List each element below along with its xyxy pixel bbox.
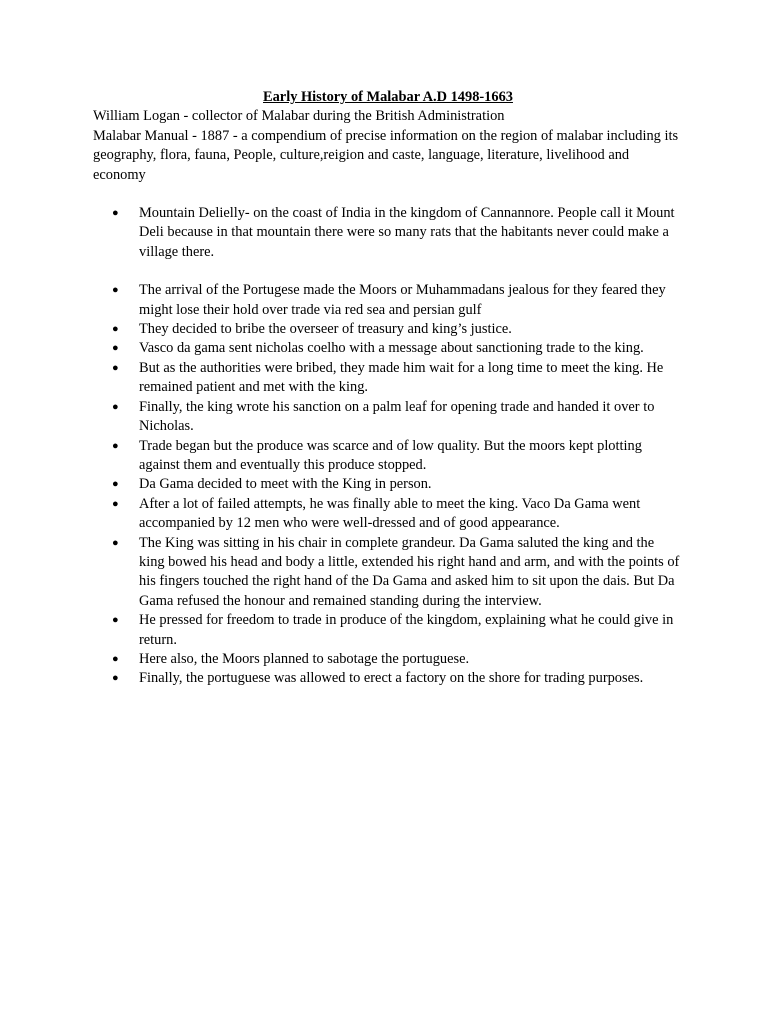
list-item-text: Here also, the Moors planned to sabotage the portuguese.	[139, 650, 470, 667]
bullet-icon: ●	[112, 652, 119, 665]
list-item	[93, 611, 683, 650]
bullet-icon: ●	[112, 342, 119, 355]
bullet-icon: ●	[112, 672, 119, 685]
list-item-text: Da Gama decided to meet with the King in person.	[139, 476, 432, 493]
list-item-text: He pressed for freedom to trade in produce of the kingdom, explaining what he could give in return.	[139, 612, 674, 648]
bullet-icon: ●	[112, 536, 119, 549]
list-item-text: Finally, the portuguese was allowed to erect a factory on the shore for trading purposes.	[139, 670, 644, 687]
list-item	[93, 475, 683, 494]
list-item	[93, 359, 683, 398]
list-item-text: They decided to bribe the overseer of treasury and king’s justice.	[139, 321, 512, 338]
list-item	[93, 339, 683, 358]
bullet-icon: ●	[112, 207, 119, 220]
document-title: Early History of Malabar A.D 1498-1663	[263, 89, 513, 105]
document-page	[93, 88, 683, 689]
bullet-icon: ●	[112, 497, 119, 510]
list-item	[93, 669, 683, 688]
list-item	[93, 650, 683, 669]
list-item-text: But as the authorities were bribed, they made him wait for a long time to meet the king. He remained patient and met with the king.	[139, 359, 664, 396]
bullet-icon: ●	[112, 439, 119, 452]
list-item	[93, 534, 683, 612]
bullet-icon: ●	[112, 323, 119, 336]
list-item	[93, 204, 683, 262]
intro-line-manual: Malabar Manual - 1887 - a compendium of precise information on the region of malabar including its geography, flora, fauna, People, culture,reigion and caste, language, literature, livelihood and economy	[93, 127, 679, 183]
list-item-text: Mountain Delielly- on the coast of India in the kingdom of Cannannore. People call it Mount Deli because in that mountain there were so many rats that the habitants never could make a village there.	[139, 205, 675, 260]
bullet-icon: ●	[112, 400, 119, 413]
bullet-list-1	[93, 204, 683, 262]
list-item-text: The King was sitting in his chair in complete grandeur. Da Gama saluted the king and the king bowed his head and body a little, extended his right hand and arm, and with the points of his fingers touched the right hand of the Da Gama and asked him to sit upon the dais. But Da Gama refused the honour and remained standing during the interview.	[139, 534, 680, 609]
list-item	[93, 320, 683, 339]
list-item-text: Finally, the king wrote his sanction on a palm leaf for opening trade and handed it over to Nicholas.	[139, 398, 655, 435]
bullet-icon: ●	[112, 361, 119, 374]
list-item-text: After a lot of failed attempts, he was finally able to meet the king. Vaco Da Gama went accompanied by 12 men who were well-dressed and of good appearance.	[139, 495, 641, 532]
bullet-icon: ●	[112, 614, 119, 627]
bullet-list-2	[93, 281, 683, 689]
intro-line-author: William Logan - collector of Malabar during the British Administration	[93, 108, 505, 125]
list-item	[93, 281, 683, 320]
list-item-text: Trade began but the produce was scarce and of low quality. But the moors kept plotting against them and eventually this produce stopped.	[139, 437, 642, 473]
list-item-text: Vasco da gama sent nicholas coelho with a message about sanctioning trade to the king.	[139, 340, 644, 357]
list-item	[93, 437, 683, 476]
list-item	[93, 495, 683, 534]
bullet-icon: ●	[112, 478, 119, 491]
bullet-icon: ●	[112, 284, 119, 297]
list-item-text: The arrival of the Portugese made the Moors or Muhammadans jealous for they feared they might lose their hold over trade via red sea and persian gulf	[139, 282, 666, 318]
list-item	[93, 398, 683, 437]
intro-section	[93, 107, 683, 185]
